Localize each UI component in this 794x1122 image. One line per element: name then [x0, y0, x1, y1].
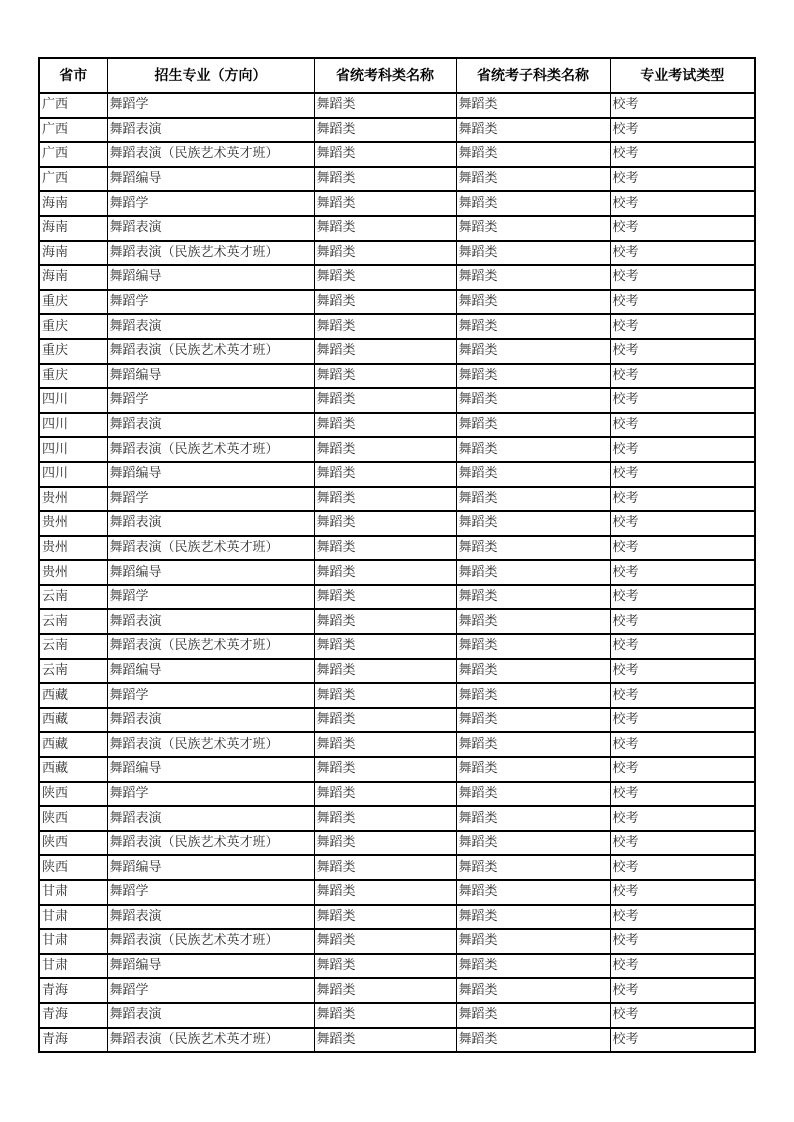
- cell-exam-subcategory: 舞蹈类: [456, 437, 610, 462]
- cell-exam-category: 舞蹈类: [314, 831, 456, 856]
- cell-exam-subcategory: 舞蹈类: [456, 782, 610, 807]
- cell-exam-type: 校考: [610, 782, 755, 807]
- cell-major: 舞蹈学: [107, 880, 314, 905]
- table-row: [39, 265, 755, 290]
- cell-exam-subcategory: 舞蹈类: [456, 929, 610, 954]
- cell-major: 舞蹈编导: [107, 954, 314, 979]
- cell-major: 舞蹈表演（民族艺术英才班）: [107, 732, 314, 757]
- cell-exam-type: 校考: [610, 511, 755, 536]
- table-row: [39, 511, 755, 536]
- cell-exam-category: 舞蹈类: [314, 216, 456, 241]
- cell-exam-type: 校考: [610, 118, 755, 143]
- cell-exam-subcategory: 舞蹈类: [456, 93, 610, 118]
- cell-exam-category: 舞蹈类: [314, 609, 456, 634]
- cell-exam-category: 舞蹈类: [314, 93, 456, 118]
- table-row: [39, 1028, 755, 1053]
- table-row: [39, 757, 755, 782]
- table-row: [39, 487, 755, 512]
- table-row: [39, 782, 755, 807]
- cell-exam-category: 舞蹈类: [314, 536, 456, 561]
- cell-exam-type: 校考: [610, 1028, 755, 1053]
- cell-exam-subcategory: 舞蹈类: [456, 609, 610, 634]
- table-row: [39, 413, 755, 438]
- cell-exam-category: 舞蹈类: [314, 339, 456, 364]
- cell-province: 陕西: [39, 806, 107, 831]
- cell-exam-subcategory: 舞蹈类: [456, 954, 610, 979]
- cell-exam-category: 舞蹈类: [314, 265, 456, 290]
- cell-exam-category: 舞蹈类: [314, 782, 456, 807]
- cell-exam-subcategory: 舞蹈类: [456, 757, 610, 782]
- table-row: [39, 978, 755, 1003]
- table-row: [39, 93, 755, 118]
- table-row: [39, 708, 755, 733]
- cell-province: 广西: [39, 93, 107, 118]
- table-row: [39, 314, 755, 339]
- table-row: [39, 388, 755, 413]
- cell-exam-category: 舞蹈类: [314, 880, 456, 905]
- cell-exam-subcategory: 舞蹈类: [456, 191, 610, 216]
- cell-exam-type: 校考: [610, 880, 755, 905]
- cell-province: 四川: [39, 413, 107, 438]
- cell-exam-subcategory: 舞蹈类: [456, 314, 610, 339]
- header-exam-category: 省统考科类名称: [314, 58, 456, 93]
- cell-exam-type: 校考: [610, 314, 755, 339]
- cell-exam-type: 校考: [610, 413, 755, 438]
- cell-exam-category: 舞蹈类: [314, 1003, 456, 1028]
- table-row: [39, 437, 755, 462]
- cell-exam-type: 校考: [610, 1003, 755, 1028]
- cell-major: 舞蹈表演: [107, 609, 314, 634]
- cell-exam-type: 校考: [610, 93, 755, 118]
- cell-exam-type: 校考: [610, 831, 755, 856]
- cell-major: 舞蹈表演: [107, 216, 314, 241]
- cell-exam-subcategory: 舞蹈类: [456, 585, 610, 610]
- cell-exam-subcategory: 舞蹈类: [456, 388, 610, 413]
- cell-province: 青海: [39, 1003, 107, 1028]
- cell-exam-category: 舞蹈类: [314, 708, 456, 733]
- cell-major: 舞蹈表演（民族艺术英才班）: [107, 241, 314, 266]
- cell-exam-subcategory: 舞蹈类: [456, 487, 610, 512]
- cell-exam-category: 舞蹈类: [314, 978, 456, 1003]
- cell-exam-category: 舞蹈类: [314, 659, 456, 684]
- cell-major: 舞蹈表演（民族艺术英才班）: [107, 536, 314, 561]
- cell-exam-type: 校考: [610, 905, 755, 930]
- cell-province: 甘肃: [39, 954, 107, 979]
- cell-exam-subcategory: 舞蹈类: [456, 118, 610, 143]
- cell-major: 舞蹈编导: [107, 659, 314, 684]
- cell-exam-category: 舞蹈类: [314, 437, 456, 462]
- cell-province: 陕西: [39, 831, 107, 856]
- table-row: [39, 954, 755, 979]
- cell-exam-subcategory: 舞蹈类: [456, 708, 610, 733]
- cell-province: 甘肃: [39, 929, 107, 954]
- cell-province: 甘肃: [39, 905, 107, 930]
- cell-exam-category: 舞蹈类: [314, 929, 456, 954]
- cell-major: 舞蹈表演（民族艺术英才班）: [107, 339, 314, 364]
- cell-exam-type: 校考: [610, 978, 755, 1003]
- cell-province: 西藏: [39, 757, 107, 782]
- cell-province: 陕西: [39, 855, 107, 880]
- cell-exam-subcategory: 舞蹈类: [456, 880, 610, 905]
- cell-exam-category: 舞蹈类: [314, 683, 456, 708]
- cell-major: 舞蹈表演: [107, 1003, 314, 1028]
- table-row: [39, 167, 755, 192]
- cell-exam-type: 校考: [610, 757, 755, 782]
- cell-exam-type: 校考: [610, 634, 755, 659]
- cell-exam-subcategory: 舞蹈类: [456, 216, 610, 241]
- cell-major: 舞蹈学: [107, 978, 314, 1003]
- header-major: 招生专业（方向）: [107, 58, 314, 93]
- table-row: [39, 364, 755, 389]
- cell-major: 舞蹈表演: [107, 314, 314, 339]
- cell-province: 云南: [39, 659, 107, 684]
- cell-exam-category: 舞蹈类: [314, 142, 456, 167]
- cell-major: 舞蹈表演: [107, 413, 314, 438]
- cell-province: 重庆: [39, 364, 107, 389]
- cell-province: 海南: [39, 265, 107, 290]
- cell-exam-category: 舞蹈类: [314, 855, 456, 880]
- table-row: [39, 191, 755, 216]
- cell-major: 舞蹈编导: [107, 560, 314, 585]
- cell-exam-subcategory: 舞蹈类: [456, 339, 610, 364]
- cell-exam-subcategory: 舞蹈类: [456, 167, 610, 192]
- cell-major: 舞蹈编导: [107, 757, 314, 782]
- cell-major: 舞蹈表演: [107, 118, 314, 143]
- cell-province: 云南: [39, 585, 107, 610]
- cell-exam-type: 校考: [610, 290, 755, 315]
- cell-exam-subcategory: 舞蹈类: [456, 634, 610, 659]
- cell-exam-category: 舞蹈类: [314, 191, 456, 216]
- table-row: [39, 560, 755, 585]
- cell-exam-subcategory: 舞蹈类: [456, 413, 610, 438]
- cell-exam-subcategory: 舞蹈类: [456, 511, 610, 536]
- cell-major: 舞蹈编导: [107, 462, 314, 487]
- header-exam-type: 专业考试类型: [610, 58, 755, 93]
- table-row: [39, 290, 755, 315]
- cell-exam-category: 舞蹈类: [314, 118, 456, 143]
- cell-major: 舞蹈表演（民族艺术英才班）: [107, 142, 314, 167]
- cell-major: 舞蹈学: [107, 290, 314, 315]
- table-row: [39, 634, 755, 659]
- table-row: [39, 585, 755, 610]
- cell-major: 舞蹈表演: [107, 806, 314, 831]
- cell-exam-category: 舞蹈类: [314, 732, 456, 757]
- cell-exam-type: 校考: [610, 609, 755, 634]
- cell-province: 青海: [39, 1028, 107, 1053]
- cell-exam-subcategory: 舞蹈类: [456, 855, 610, 880]
- cell-exam-type: 校考: [610, 364, 755, 389]
- cell-province: 贵州: [39, 511, 107, 536]
- cell-province: 贵州: [39, 560, 107, 585]
- cell-major: 舞蹈表演（民族艺术英才班）: [107, 1028, 314, 1053]
- header-exam-subcategory: 省统考子科类名称: [456, 58, 610, 93]
- cell-exam-category: 舞蹈类: [314, 413, 456, 438]
- cell-exam-category: 舞蹈类: [314, 954, 456, 979]
- cell-province: 海南: [39, 216, 107, 241]
- cell-exam-category: 舞蹈类: [314, 634, 456, 659]
- cell-exam-subcategory: 舞蹈类: [456, 732, 610, 757]
- cell-major: 舞蹈学: [107, 782, 314, 807]
- cell-province: 海南: [39, 191, 107, 216]
- cell-major: 舞蹈表演（民族艺术英才班）: [107, 929, 314, 954]
- cell-exam-type: 校考: [610, 388, 755, 413]
- cell-exam-subcategory: 舞蹈类: [456, 831, 610, 856]
- table-row: [39, 831, 755, 856]
- cell-major: 舞蹈编导: [107, 265, 314, 290]
- cell-exam-category: 舞蹈类: [314, 167, 456, 192]
- cell-exam-subcategory: 舞蹈类: [456, 659, 610, 684]
- table-row: [39, 216, 755, 241]
- enrollment-table: [38, 57, 756, 1053]
- cell-province: 广西: [39, 167, 107, 192]
- cell-exam-category: 舞蹈类: [314, 388, 456, 413]
- cell-exam-category: 舞蹈类: [314, 290, 456, 315]
- cell-exam-subcategory: 舞蹈类: [456, 142, 610, 167]
- cell-exam-type: 校考: [610, 560, 755, 585]
- cell-major: 舞蹈学: [107, 191, 314, 216]
- cell-exam-type: 校考: [610, 437, 755, 462]
- cell-exam-type: 校考: [610, 462, 755, 487]
- cell-exam-category: 舞蹈类: [314, 806, 456, 831]
- cell-exam-subcategory: 舞蹈类: [456, 536, 610, 561]
- cell-exam-subcategory: 舞蹈类: [456, 978, 610, 1003]
- cell-province: 陕西: [39, 782, 107, 807]
- cell-province: 贵州: [39, 536, 107, 561]
- cell-exam-subcategory: 舞蹈类: [456, 290, 610, 315]
- cell-exam-type: 校考: [610, 708, 755, 733]
- cell-exam-subcategory: 舞蹈类: [456, 560, 610, 585]
- cell-exam-subcategory: 舞蹈类: [456, 905, 610, 930]
- cell-exam-subcategory: 舞蹈类: [456, 265, 610, 290]
- cell-major: 舞蹈编导: [107, 855, 314, 880]
- header-province: 省市: [39, 58, 107, 93]
- cell-major: 舞蹈表演: [107, 708, 314, 733]
- cell-major: 舞蹈表演（民族艺术英才班）: [107, 437, 314, 462]
- cell-exam-subcategory: 舞蹈类: [456, 241, 610, 266]
- cell-exam-category: 舞蹈类: [314, 1028, 456, 1053]
- cell-province: 云南: [39, 609, 107, 634]
- cell-exam-type: 校考: [610, 191, 755, 216]
- table-row: [39, 142, 755, 167]
- cell-major: 舞蹈编导: [107, 364, 314, 389]
- cell-exam-subcategory: 舞蹈类: [456, 364, 610, 389]
- table-row: [39, 855, 755, 880]
- cell-province: 甘肃: [39, 880, 107, 905]
- table-row: [39, 732, 755, 757]
- table-row: [39, 880, 755, 905]
- cell-province: 云南: [39, 634, 107, 659]
- table-row: [39, 241, 755, 266]
- cell-exam-type: 校考: [610, 216, 755, 241]
- cell-exam-type: 校考: [610, 241, 755, 266]
- cell-province: 贵州: [39, 487, 107, 512]
- cell-exam-category: 舞蹈类: [314, 314, 456, 339]
- cell-province: 重庆: [39, 339, 107, 364]
- cell-province: 西藏: [39, 683, 107, 708]
- cell-exam-type: 校考: [610, 265, 755, 290]
- cell-province: 西藏: [39, 708, 107, 733]
- table-row: [39, 929, 755, 954]
- cell-exam-category: 舞蹈类: [314, 462, 456, 487]
- cell-major: 舞蹈表演（民族艺术英才班）: [107, 831, 314, 856]
- cell-exam-subcategory: 舞蹈类: [456, 462, 610, 487]
- cell-major: 舞蹈编导: [107, 167, 314, 192]
- cell-major: 舞蹈学: [107, 388, 314, 413]
- table-row: [39, 118, 755, 143]
- cell-exam-subcategory: 舞蹈类: [456, 806, 610, 831]
- cell-exam-type: 校考: [610, 536, 755, 561]
- cell-province: 四川: [39, 437, 107, 462]
- cell-exam-category: 舞蹈类: [314, 487, 456, 512]
- cell-exam-subcategory: 舞蹈类: [456, 1028, 610, 1053]
- cell-exam-category: 舞蹈类: [314, 905, 456, 930]
- cell-exam-type: 校考: [610, 339, 755, 364]
- cell-exam-category: 舞蹈类: [314, 511, 456, 536]
- cell-exam-type: 校考: [610, 167, 755, 192]
- cell-exam-subcategory: 舞蹈类: [456, 683, 610, 708]
- cell-major: 舞蹈表演: [107, 905, 314, 930]
- cell-major: 舞蹈学: [107, 683, 314, 708]
- cell-major: 舞蹈学: [107, 585, 314, 610]
- cell-exam-type: 校考: [610, 683, 755, 708]
- header-row: [39, 58, 755, 93]
- cell-exam-category: 舞蹈类: [314, 241, 456, 266]
- cell-province: 西藏: [39, 732, 107, 757]
- table-row: [39, 536, 755, 561]
- cell-province: 四川: [39, 388, 107, 413]
- table-row: [39, 659, 755, 684]
- cell-province: 重庆: [39, 314, 107, 339]
- cell-exam-type: 校考: [610, 954, 755, 979]
- table-row: [39, 806, 755, 831]
- cell-province: 重庆: [39, 290, 107, 315]
- cell-exam-type: 校考: [610, 487, 755, 512]
- cell-exam-category: 舞蹈类: [314, 560, 456, 585]
- cell-exam-type: 校考: [610, 806, 755, 831]
- cell-exam-type: 校考: [610, 659, 755, 684]
- cell-exam-category: 舞蹈类: [314, 364, 456, 389]
- table-row: [39, 683, 755, 708]
- cell-exam-type: 校考: [610, 585, 755, 610]
- cell-major: 舞蹈表演: [107, 511, 314, 536]
- cell-major: 舞蹈学: [107, 487, 314, 512]
- cell-exam-category: 舞蹈类: [314, 757, 456, 782]
- cell-exam-subcategory: 舞蹈类: [456, 1003, 610, 1028]
- cell-exam-type: 校考: [610, 732, 755, 757]
- cell-province: 广西: [39, 142, 107, 167]
- cell-major: 舞蹈表演（民族艺术英才班）: [107, 634, 314, 659]
- table-row: [39, 462, 755, 487]
- cell-province: 青海: [39, 978, 107, 1003]
- cell-exam-type: 校考: [610, 855, 755, 880]
- table-row: [39, 609, 755, 634]
- table-row: [39, 905, 755, 930]
- cell-exam-type: 校考: [610, 142, 755, 167]
- cell-exam-category: 舞蹈类: [314, 585, 456, 610]
- cell-province: 广西: [39, 118, 107, 143]
- table-row: [39, 339, 755, 364]
- cell-province: 海南: [39, 241, 107, 266]
- cell-exam-type: 校考: [610, 929, 755, 954]
- cell-province: 四川: [39, 462, 107, 487]
- table-row: [39, 1003, 755, 1028]
- cell-major: 舞蹈学: [107, 93, 314, 118]
